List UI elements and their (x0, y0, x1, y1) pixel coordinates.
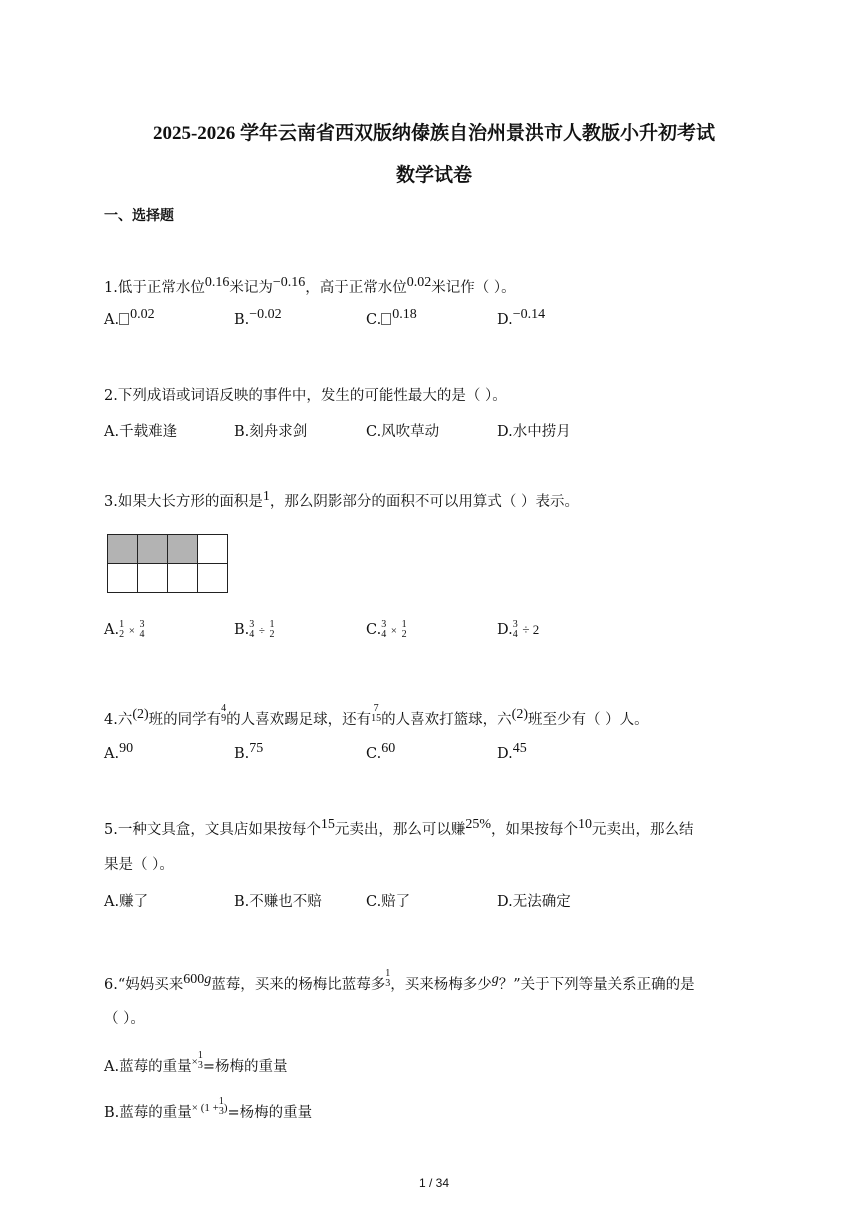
q1-option-d[interactable]: D.−0.14 (497, 307, 546, 328)
grid-cell (168, 564, 198, 593)
fraction: 1 2 (269, 619, 275, 640)
fraction: 1 3 (197, 1050, 203, 1071)
exam-title-line2: 数学试卷 (395, 165, 472, 186)
grid-cell (198, 564, 228, 593)
blank-box-icon (381, 313, 391, 325)
fraction: 1 2 (119, 619, 125, 640)
section-heading: 一、选择题 (104, 208, 174, 224)
q5-option-b[interactable]: B.不赚也不赔 (234, 894, 322, 910)
question-4: 4.六(2)班的同学有 4 9 的人喜欢踢足球，还有 7 15 的人喜欢打篮球，六(2)班至少有（ ）人。 (104, 703, 649, 728)
q6-option-b[interactable]: B.蓝莓的重量$^{\times (1 +}$ 1 3 )=杨梅的重量 (104, 1096, 313, 1121)
grid-cell (108, 564, 138, 593)
fraction: 1 3 (218, 1096, 224, 1117)
grid-cell (198, 535, 228, 564)
fraction: 3 4 (249, 619, 255, 640)
grid-cell (138, 564, 168, 593)
fraction: 4 9 (221, 703, 227, 724)
q4-option-d[interactable]: D.45 (497, 741, 527, 762)
question-5-line2: 果是（ ）。 (104, 857, 174, 873)
shaded-cell (168, 535, 198, 564)
question-2: 2.下列成语或词语反映的事件中，发生的可能性最大的是（ ）。 (104, 388, 507, 404)
question-6: 6.“妈妈买来600g蓝莓，买来的杨梅比蓝莓多 1 3 ，买来杨梅多少g？”关于下列等量关系正确的是 (104, 968, 695, 993)
q4-option-b[interactable]: B.75 (234, 741, 264, 762)
fraction: 7 15 (371, 703, 382, 724)
fraction: 3 4 (381, 619, 387, 640)
q5-option-d[interactable]: D.无法确定 (497, 894, 571, 910)
question-3: 3.如果大长方形的面积是1，那么阴影部分的面积不可以用算式（ ）表示。 (104, 489, 579, 510)
exam-title-line1: 2025-2026 学年云南省西双版纳傣族自治州景洪市人教版小升初考试 (152, 123, 716, 144)
rectangle-grid-figure (107, 534, 228, 593)
q5-option-a[interactable]: A.赚了 (104, 894, 149, 910)
q6-option-a[interactable]: A.蓝莓的重量× 1 3 =杨梅的重量 (104, 1050, 288, 1075)
page-number: 1 / 34 (418, 1176, 450, 1190)
q4-option-a[interactable]: A.90 (104, 741, 134, 762)
q3-option-b[interactable]: B. 3 4 ÷ 1 2 (234, 619, 275, 640)
blank-box-icon (119, 313, 129, 325)
q1-option-b[interactable]: B.−0.02 (234, 307, 282, 328)
q2-option-d[interactable]: D.水中捞月 (497, 424, 571, 440)
question-6-line2: （ ）。 (104, 1011, 145, 1027)
q3-option-d[interactable]: D. 3 4 ÷ 2 (497, 619, 540, 640)
q4-option-c[interactable]: C.60 (366, 741, 396, 762)
fraction: 1 2 (401, 619, 407, 640)
q5-option-c[interactable]: C.赔了 (366, 894, 411, 910)
q2-option-c[interactable]: C.风吹草动 (366, 424, 440, 440)
q3-option-c[interactable]: C. 3 4 × 1 2 (366, 619, 407, 640)
shaded-cell (108, 535, 138, 564)
question-5: 5.一种文具盒，文具店如果按每个15元卖出，那么可以赚25%，如果按每个10元卖出，那么结 (104, 817, 694, 838)
q3-option-a[interactable]: A. 1 2 × 3 4 (104, 619, 145, 640)
q1-option-a[interactable]: A. 0.02 (104, 307, 155, 328)
fraction: 1 3 (385, 968, 391, 989)
q2-option-a[interactable]: A.千载难逢 (104, 424, 178, 440)
q1-option-c[interactable]: C. 0.18 (366, 307, 417, 328)
fraction: 3 4 (512, 619, 518, 640)
shaded-cell (138, 535, 168, 564)
question-1: 1.低于正常水位0.16米记为−0.16，高于正常水位0.02米记作（ ）。 (104, 275, 516, 296)
q2-option-b[interactable]: B.刻舟求剑 (234, 424, 308, 440)
fraction: 3 4 (139, 619, 145, 640)
